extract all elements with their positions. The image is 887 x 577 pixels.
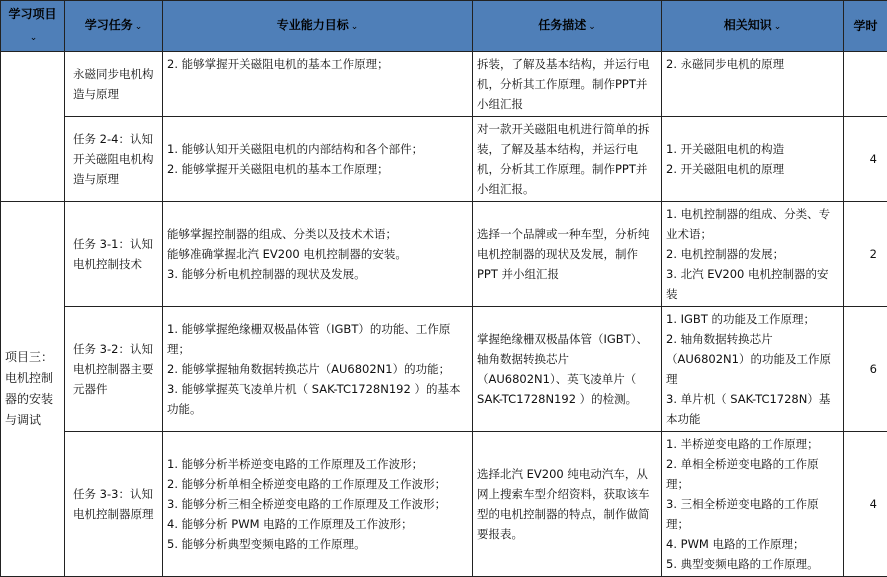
table-row — [1, 117, 887, 202]
knowledge-line: 1. 开关磁阻电机的构造 — [666, 139, 839, 159]
ability-line: 2. 能够分析单相全桥逆变电路的工作原理及工作波形； — [167, 474, 468, 494]
task-cell: 任务 3-3：认知电机控制器原理 — [65, 432, 163, 577]
knowledge-cell — [662, 307, 844, 432]
table-row — [1, 307, 887, 432]
description-cell: 拆装，了解及基本结构，并运行电机，分析其工作原理。制作PPT并小组汇报 — [473, 52, 662, 117]
ability-line: 1. 能够掌握绝缘栅双极晶体管（IGBT）的功能、工作原理； — [167, 319, 468, 359]
ability-line: 3. 能够分析电机控制器的现状及发展。 — [167, 264, 468, 284]
abilities-cell — [163, 117, 473, 202]
abilities-cell — [163, 307, 473, 432]
ability-line: 2. 能够掌握开关磁阻电机的基本工作原理； — [167, 159, 468, 179]
knowledge-line: 2. 永磁同步电机的原理 — [666, 54, 839, 74]
knowledge-cell — [662, 117, 844, 202]
table-row — [1, 52, 887, 117]
knowledge-line: 3. 三相全桥逆变电路的工作原理； — [666, 494, 839, 534]
header-abilities: 专业能力目标 ⌄ — [163, 1, 473, 52]
table-row — [1, 202, 887, 307]
task-cell: 永磁同步电机构造与原理 — [65, 52, 163, 117]
ability-line: 1. 能够认知开关磁阻电机的内部结构和各个部件； — [167, 139, 468, 159]
knowledge-line: 5. 典型变频电路的工作原理。 — [666, 554, 839, 574]
ability-line: 2. 能够掌握开关磁阻电机的基本工作原理； — [167, 54, 468, 74]
ability-line: 1. 能够分析半桥逆变电路的工作原理及工作波形； — [167, 454, 468, 474]
knowledge-line: 1. 半桥逆变电路的工作原理； — [666, 434, 839, 454]
hours-cell: 2 — [844, 202, 887, 307]
knowledge-cell — [662, 432, 844, 577]
knowledge-line: 3. 单片机（ SAK-TC1728N）基本功能 — [666, 389, 839, 429]
knowledge-line: 2. 开关磁阻电机的原理 — [666, 159, 839, 179]
abilities-cell — [163, 202, 473, 307]
table-row — [1, 432, 887, 577]
description-cell: 选择一个品牌或一种车型，分析纯电机控制器的现状及发展，制作 PPT 并小组汇报 — [473, 202, 662, 307]
ability-line: 能够掌握控制器的组成、分类以及技术术语； — [167, 224, 468, 244]
header-project: 学习项目⌄ — [1, 1, 65, 52]
knowledge-line: 3. 北汽 EV200 电机控制器的安装 — [666, 264, 839, 304]
task-cell: 任务 3-1：认知电机控制技术 — [65, 202, 163, 307]
header-hours: 学时 — [844, 1, 887, 52]
knowledge-line: 2. 电机控制器的发展； — [666, 244, 839, 264]
knowledge-line: 2. 轴角数据转换芯片（AU6802N1）的功能及工作原理 — [666, 329, 839, 389]
hours-cell — [844, 52, 887, 117]
header-row — [1, 1, 887, 52]
description-cell: 掌握绝缘栅双极晶体管（IGBT）、轴角数据转换芯片（AU6802N1）、英飞凌单片（ SAK-TC1728N192 ）的检测。 — [473, 307, 662, 432]
project-cell — [1, 52, 65, 202]
header-knowledge: 相关知识 ⌄ — [662, 1, 844, 52]
ability-line: 3. 能够掌握英飞凌单片机（ SAK-TC1728N192 ）的基本功能。 — [167, 379, 468, 419]
task-cell: 任务 2-4：认知开关磁阻电机构造与原理 — [65, 117, 163, 202]
header-description: 任务描述 ⌄ — [473, 1, 662, 52]
ability-line: 2. 能够掌握轴角数据转换芯片（AU6802N1）的功能； — [167, 359, 468, 379]
abilities-cell — [163, 52, 473, 117]
knowledge-line: 1. IGBT 的功能及工作原理； — [666, 309, 839, 329]
knowledge-line: 4. PWM 电路的工作原理； — [666, 534, 839, 554]
description-cell: 选择北汽 EV200 纯电动汽车，从网上搜索车型介绍资料，获取该车型的电机控制器的特点，制作做简要报表。 — [473, 432, 662, 577]
hours-cell: 4 — [844, 432, 887, 577]
ability-line: 4. 能够分析 PWM 电路的工作原理及工作波形； — [167, 514, 468, 534]
knowledge-cell — [662, 52, 844, 117]
knowledge-line: 1. 电机控制器的组成、分类、专业术语； — [666, 204, 839, 244]
hours-cell: 6 — [844, 307, 887, 432]
header-task: 学习任务 ⌄ — [65, 1, 163, 52]
abilities-cell — [163, 432, 473, 577]
hours-cell: 4 — [844, 117, 887, 202]
ability-line: 3. 能够分析三相全桥逆变电路的工作原理及工作波形； — [167, 494, 468, 514]
project-cell: 项目三：电机控制器的安装与调试 — [1, 202, 65, 577]
knowledge-cell — [662, 202, 844, 307]
task-cell: 任务 3-2：认知电机控制器主要元器件 — [65, 307, 163, 432]
ability-line: 5. 能够分析典型变频电路的工作原理。 — [167, 534, 468, 554]
knowledge-line: 2. 单相全桥逆变电路的工作原理； — [666, 454, 839, 494]
ability-line: 能够准确掌握北汽 EV200 电机控制器的安装。 — [167, 244, 468, 264]
description-cell: 对一款开关磁阻电机进行简单的拆装，了解及基本结构，并运行电机，分析其工作原理。制作PPT并小组汇报。 — [473, 117, 662, 202]
